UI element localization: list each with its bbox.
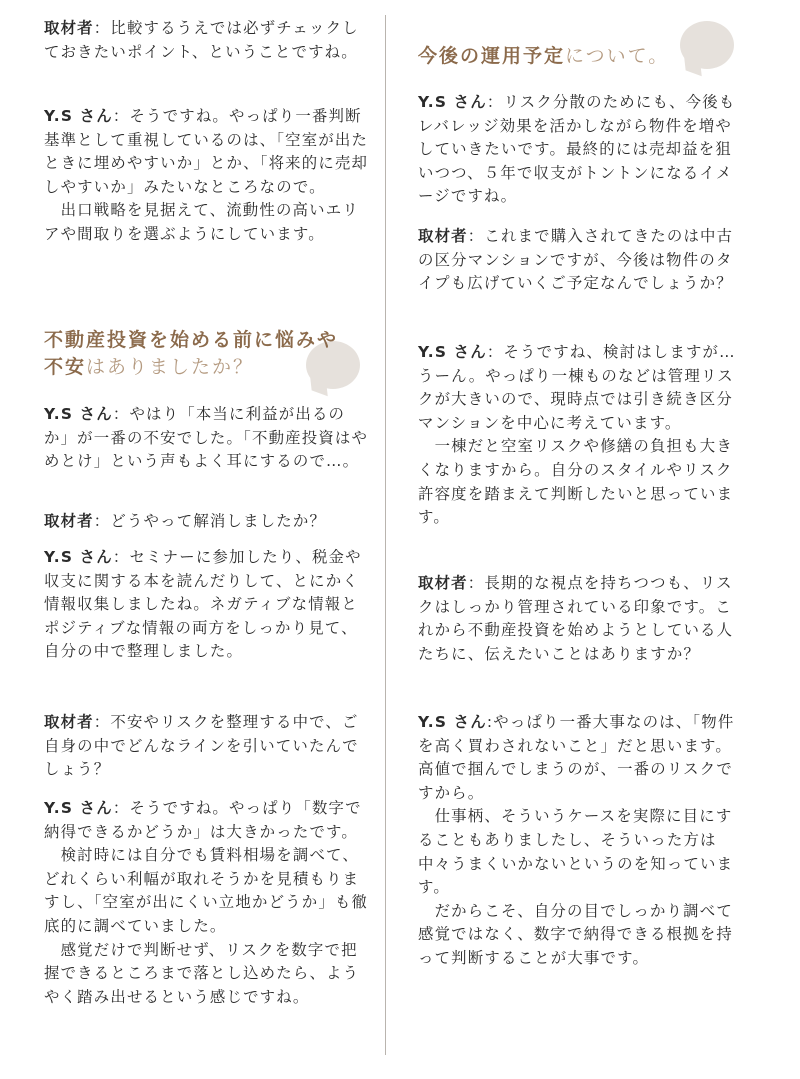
- interview-entry: 取材者：これまで購入されてきたのは中古の区分マンションですが、今後は物件のタイプも広げていくご予定なんでしょうか？: [418, 227, 734, 293]
- interview-entry: 取材者：比較するうえでは必ずチェックしておきたいポイント、ということですね。: [44, 19, 359, 61]
- interview-entry: Y.S さん：そうですね。やっぱり「数字で納得できるかどうか」は大きかったです。 検討時には自分でも賃料相場を調べて、どれくらい利幅が取れそうかを見積もりますし、「空室が出にくい立地かどうか」も徹底的に調べていました。 感覚だけで判断せず、リスクを数字で把握できるところまで落とし込めたら、ようやく踏み出せるという感じですね。: [44, 799, 369, 1006]
- interview-entry: 取材者：どうやって解消しましたか？: [44, 512, 327, 530]
- interview-entry: Y.S さん：セミナーに参加したり、税金や収支に関する本を読んだりして、とにかく情報収集しましたね。ネガティブな情報とポジティブな情報の両方をしっかり見て、自分の中で整理しました。: [44, 548, 362, 661]
- interview-entry: 取材者：長期的な視点を持ちつつも、リスクはしっかり管理されている印象です。これから不動産投資を始めようとしている人たちに、伝えたいことはありますか？: [418, 574, 734, 663]
- section-heading: 不動産投資を始める前に悩みや 不安はありましたか？: [44, 327, 384, 381]
- column-divider: [385, 15, 386, 1055]
- interview-entry: Y.S さん：やはり「本当に利益が出るのか」が一番の不安でした。「不動産投資はやめとけ」という声もよく耳にするので…。: [44, 405, 369, 471]
- interview-entry: Y.S さん：そうですね。やっぱり一番判断基準として重視しているのは、「空室が出たときに埋めやすいか」とか、「将来的に売却しやすいか」みたいなところなので。 出口戦略を見据えて、流動性の高いエリアや間取りを選ぶようにしています。: [44, 107, 369, 243]
- section-heading: 今後の運用予定について。: [418, 43, 758, 70]
- interview-entry: Y.S さん：そうですね、検討はしますが…うーん。やっぱり一棟ものなどは管理リスクが大きいので、現時点では引き続き区分マンションを中心に考えています。 一棟だと空室リスクや修繕の負担も大きくなりますから。自分のスタイルやリスク許容度を踏まえて判断したいと思っています。: [418, 343, 736, 527]
- interview-entry: Y.S さん:やっぱり一番大事なのは、「物件を高く買わされないこと」だと思います。高値で掴んでしまうのが、一番のリスクですから。 仕事柄、そういうケースを実際に目にすることもありましたし、そういった方は中々うまくいかないというのを知っています。 だからこそ、自分の目でしっかり調べて感覚ではなく、数字で納得できる根拠を持って判断することが大事です。: [418, 713, 735, 967]
- interview-entry: 取材者：不安やリスクを整理する中で、ご自身の中でどんなラインを引いていたんでしょう？: [44, 713, 359, 779]
- interview-entry: Y.S さん：リスク分散のためにも、今後もレバレッジ効果を活かしながら物件を増やしていきたいです。最終的には売却益を狙いつつ、５年で収支がトントンになるイメージですね。: [418, 93, 736, 206]
